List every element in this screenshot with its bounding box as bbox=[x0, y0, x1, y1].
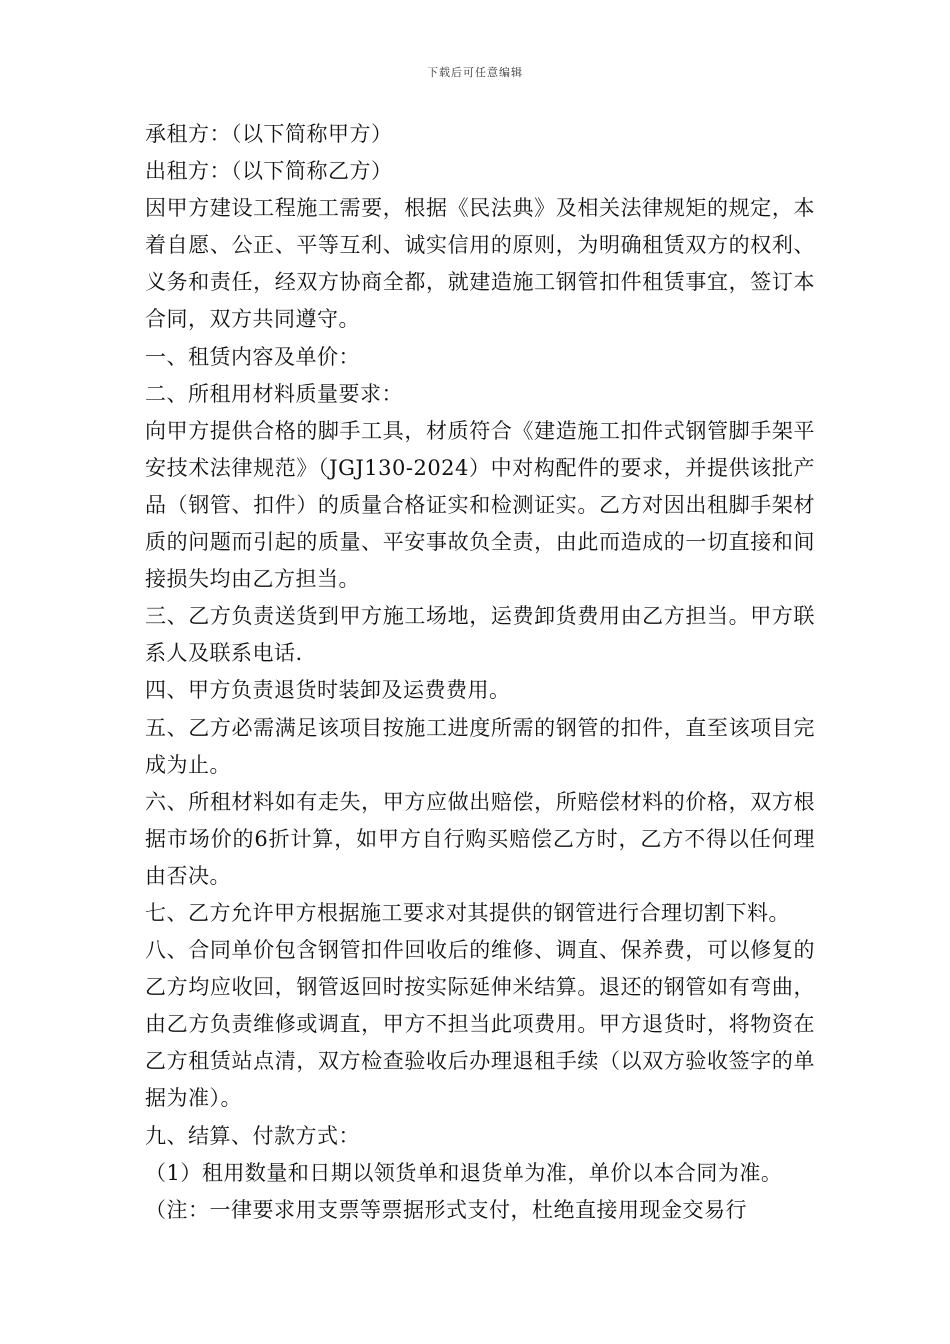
section-4-return: 四、甲方负责退货时装卸及运费费用。 bbox=[145, 678, 511, 703]
section-7-cutting: 七、乙方允许甲方根据施工要求对其提供的钢管进行合理切割下料。 bbox=[145, 900, 790, 925]
section-heading-1: 一、租赁内容及单价： bbox=[145, 344, 360, 369]
section-6-loss: 六、所租材料如有走失，甲方应做出赔偿，所赔偿材料的价格，双方根据市场价的6折计算，如甲方自行购买赔偿乙方时，乙方不得以任何理由否决。 bbox=[145, 789, 815, 888]
section-8-maintenance: 八、合同单价包含钢管扣件回收后的维修、调直、保养费，可以修复的乙方均应收回，钢管返回时按实际延伸米结算。退还的钢管如有弯曲，由乙方负责维修或调直，甲方不担当此项费用。甲方退货时，将物资在乙方租赁站点清，双方检查验收后办理退租手续（以双方验收签字的单据为准）。 bbox=[145, 938, 815, 1111]
paragraph-lessee: 承租方：（以下简称甲方） bbox=[145, 122, 393, 146]
clause-9-note: （注：一律要求用支票等票据形式支付，杜绝直接用现金交易行 bbox=[145, 1197, 747, 1222]
section-5-supply: 五、乙方必需满足该项目按施工进度所需的钢管的扣件，直至该项目完成为止。 bbox=[145, 715, 815, 777]
clause-9-1: （1）租用数量和日期以领货单和退货单为准，单价以本合同为准。 bbox=[145, 1160, 783, 1185]
paragraph-preamble: 因甲方建设工程施工需要，根据《民法典》及相关法律规矩的规定，本着自愿、公正、平等互利、诚实信用的原则，为明确租赁双方的权利、义务和责任，经双方协商全都，就建造施工钢管扣件租赁事宜，签订本合同，双方共同遵守。 bbox=[145, 196, 815, 332]
section-3-delivery: 三、乙方负责送货到甲方施工场地，运费卸货费用由乙方担当。甲方联系人及联系电话. bbox=[145, 604, 815, 666]
section-heading-2: 二、所租用材料质量要求： bbox=[145, 381, 403, 406]
page-header: 下载后可任意编辑 bbox=[427, 66, 523, 79]
paragraph-quality-requirements: 向甲方提供合格的脚手工具，材质符合《建造施工扣件式钢管脚手架平安技术法律规范》（JGJ130-2024）中对构配件的要求，并提供该批产品（钢管、扣件）的质量合格证实和检测证实。乙方对因出租脚手架材质的问题而引起的质量、平安事故负全责，由此而造成的一切直接和间接损失均由乙方担当。 bbox=[145, 418, 815, 592]
paragraph-lessor: 出租方：（以下简称乙方） bbox=[145, 159, 393, 184]
document-body bbox=[145, 116, 815, 1229]
section-heading-9: 九、结算、付款方式： bbox=[145, 1123, 360, 1148]
